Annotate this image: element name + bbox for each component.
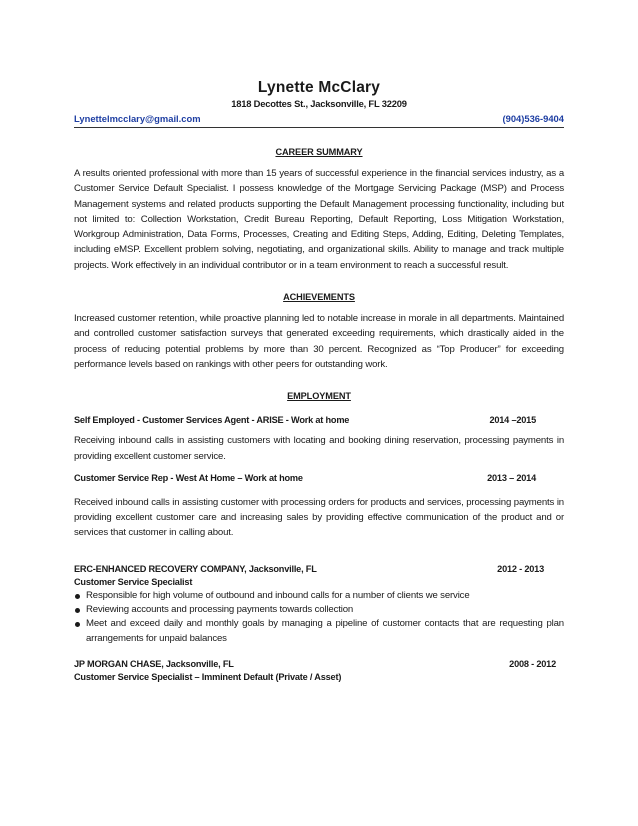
job-years: 2012 - 2013 <box>497 563 544 574</box>
job-title: Customer Service Rep - West At Home – Work at home <box>74 472 303 483</box>
job-title: Self Employed - Customer Services Agent - ARISE - Work at home <box>74 415 350 426</box>
bullet-icon <box>75 594 80 599</box>
job-title: JP MORGAN CHASE, Jacksonville, FL <box>74 658 234 669</box>
job-entry <box>74 563 564 646</box>
job-entry <box>74 658 564 684</box>
job-role: Customer Service Specialist <box>74 576 193 587</box>
job-years: 2008 - 2012 <box>509 658 556 669</box>
list-item: Reviewing accounts and processing payments towards collection <box>74 603 564 617</box>
bullet-icon <box>75 608 80 613</box>
list-item: Responsible for high volume of outbound and inbound calls for a number of clients we service <box>74 589 564 603</box>
job-heading-row <box>74 658 564 671</box>
job-title: ERC-ENHANCED RECOVERY COMPANY, Jacksonville, FL <box>74 563 317 574</box>
job-bullet-list <box>74 589 564 646</box>
job-description: Received inbound calls in assisting customer with processing orders for products and services, processing payments in providing excellent customer care and increasing sales by providing effective communication of the product and or services that customer in calling about. <box>74 496 564 539</box>
career-summary-heading: CAREER SUMMARY <box>275 147 363 157</box>
job-entry <box>74 414 564 464</box>
job-years: 2013 – 2014 <box>487 472 536 483</box>
job-role: Customer Service Specialist – Imminent Default (Private / Asset) <box>74 671 342 682</box>
job-entry <box>74 472 564 541</box>
employment-heading: EMPLOYMENT <box>287 391 351 402</box>
job-heading-row <box>74 563 564 576</box>
job-heading-row <box>74 414 564 427</box>
job-description: Receiving inbound calls in assisting customers with locating and booking dining reservation, processing payments in providing excellent customer service. <box>74 435 564 462</box>
contact-row <box>74 112 564 128</box>
candidate-address: 1818 Decottes St., Jacksonville, FL 32209 <box>231 98 407 109</box>
career-summary-text: A results oriented professional with more than 15 years of successful experience in the financial services industry, as a Customer Service Default Specialist. I possess knowledge of the Mortgage Servicing Package (MSP) and Process Management systems and related products supporting the Default Management processing functionality, including but not limited to: Collection Workstation, Credit Bureau Reporting, Default Reporting, Loss Mitigation Workstation, Workgroup Administration, Data Forms, Processes, Creating and Editing Steps, Adding, Editing, Deleting Templates, including eMSP. Excellent problem solving, negotiating, and organizational skills. Ability to manage and track multiple projects. Work effectively in an individual contributor or in a team environment to reach a successful result. <box>74 168 564 271</box>
candidate-name: Lynette McClary <box>257 79 381 96</box>
list-item: Meet and exceed daily and monthly goals by managing a pipeline of customer contacts that are requesting plan arrangements for unpaid balances <box>74 617 564 646</box>
job-years: 2014 –2015 <box>489 415 536 426</box>
bullet-icon <box>75 622 80 627</box>
achievements-text: Increased customer retention, while proactive planning led to notable increase in morale in all departments. Maintained and controlled customer satisfaction surveys that generated exceeding requirements, which drastically aided in the process of reducing potential problems by more than 30 percent. Recognized as “Top Producer” for exceeding performance levels based on rankings with other peers for outstanding work. <box>74 313 564 370</box>
achievements-heading: ACHIEVEMENTS <box>283 292 355 303</box>
phone-number: (904)536-9404 <box>502 113 564 124</box>
job-heading-row <box>74 472 564 485</box>
email-link[interactable]: Lynettelmcclary@gmail.com <box>74 113 201 124</box>
